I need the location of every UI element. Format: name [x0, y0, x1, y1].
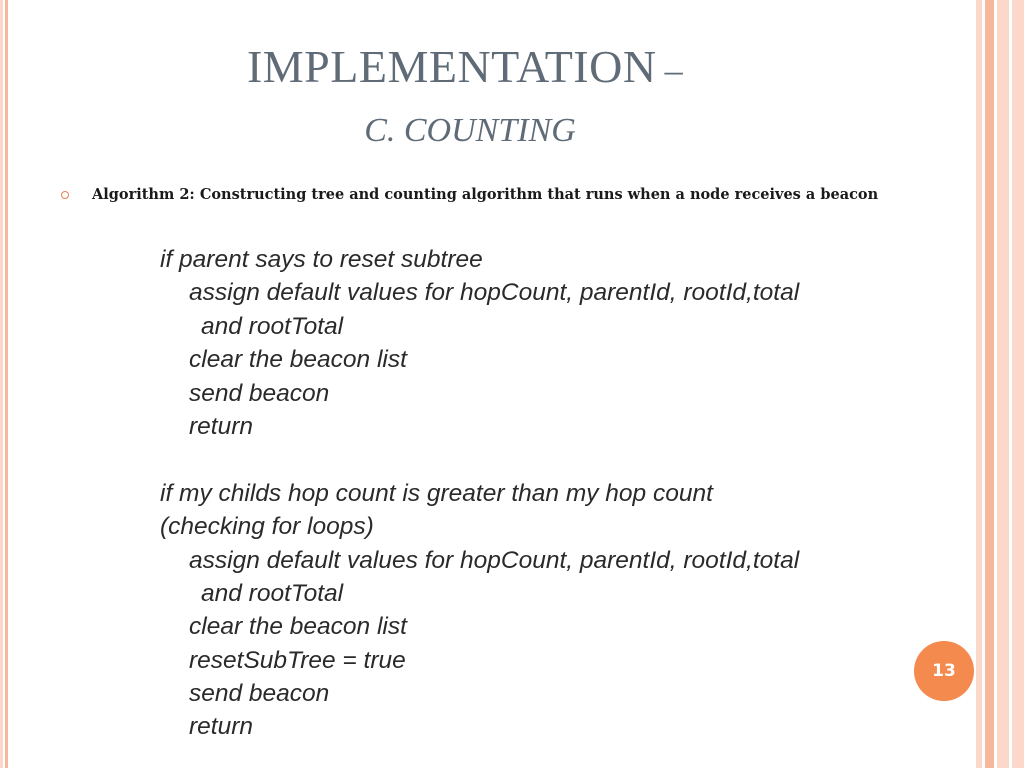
code-line-blank: [160, 443, 799, 476]
code-line: clear the beacon list: [189, 346, 407, 374]
bullet-marker-icon: [61, 191, 69, 199]
code-line: resetSubTree = true: [189, 646, 406, 674]
code-line: if parent says to reset subtree: [160, 246, 483, 273]
title-main: IMPLEMENTATION: [246, 41, 657, 92]
code-line: send beacon: [189, 379, 330, 407]
slide-title: [0, 40, 930, 93]
code-line: assign default values for hopCount, parentId, rootId,total: [189, 279, 800, 307]
code-line: and rootTotal: [201, 312, 344, 340]
title-dash: –: [664, 50, 684, 90]
slide-subtitle: C. COUNTING: [364, 112, 576, 149]
algorithm-code-block: [160, 243, 799, 744]
code-line: return: [189, 412, 254, 440]
code-line: clear the beacon list: [189, 613, 407, 641]
code-line: and rootTotal: [201, 579, 344, 607]
right-decorative-border: [976, 0, 1024, 768]
code-line: (checking for loops): [160, 513, 374, 541]
code-line: return: [189, 713, 254, 741]
code-line: assign default values for hopCount, parentId, rootId,total: [189, 546, 800, 574]
code-line: if my childs hop count is greater than my hop count: [160, 479, 713, 507]
page-number-badge: 13: [914, 641, 974, 701]
code-line: send beacon: [189, 680, 330, 708]
bullet-text: Algorithm 2: Constructing tree and counting algorithm that runs when a node receives a beacon: [92, 186, 879, 203]
